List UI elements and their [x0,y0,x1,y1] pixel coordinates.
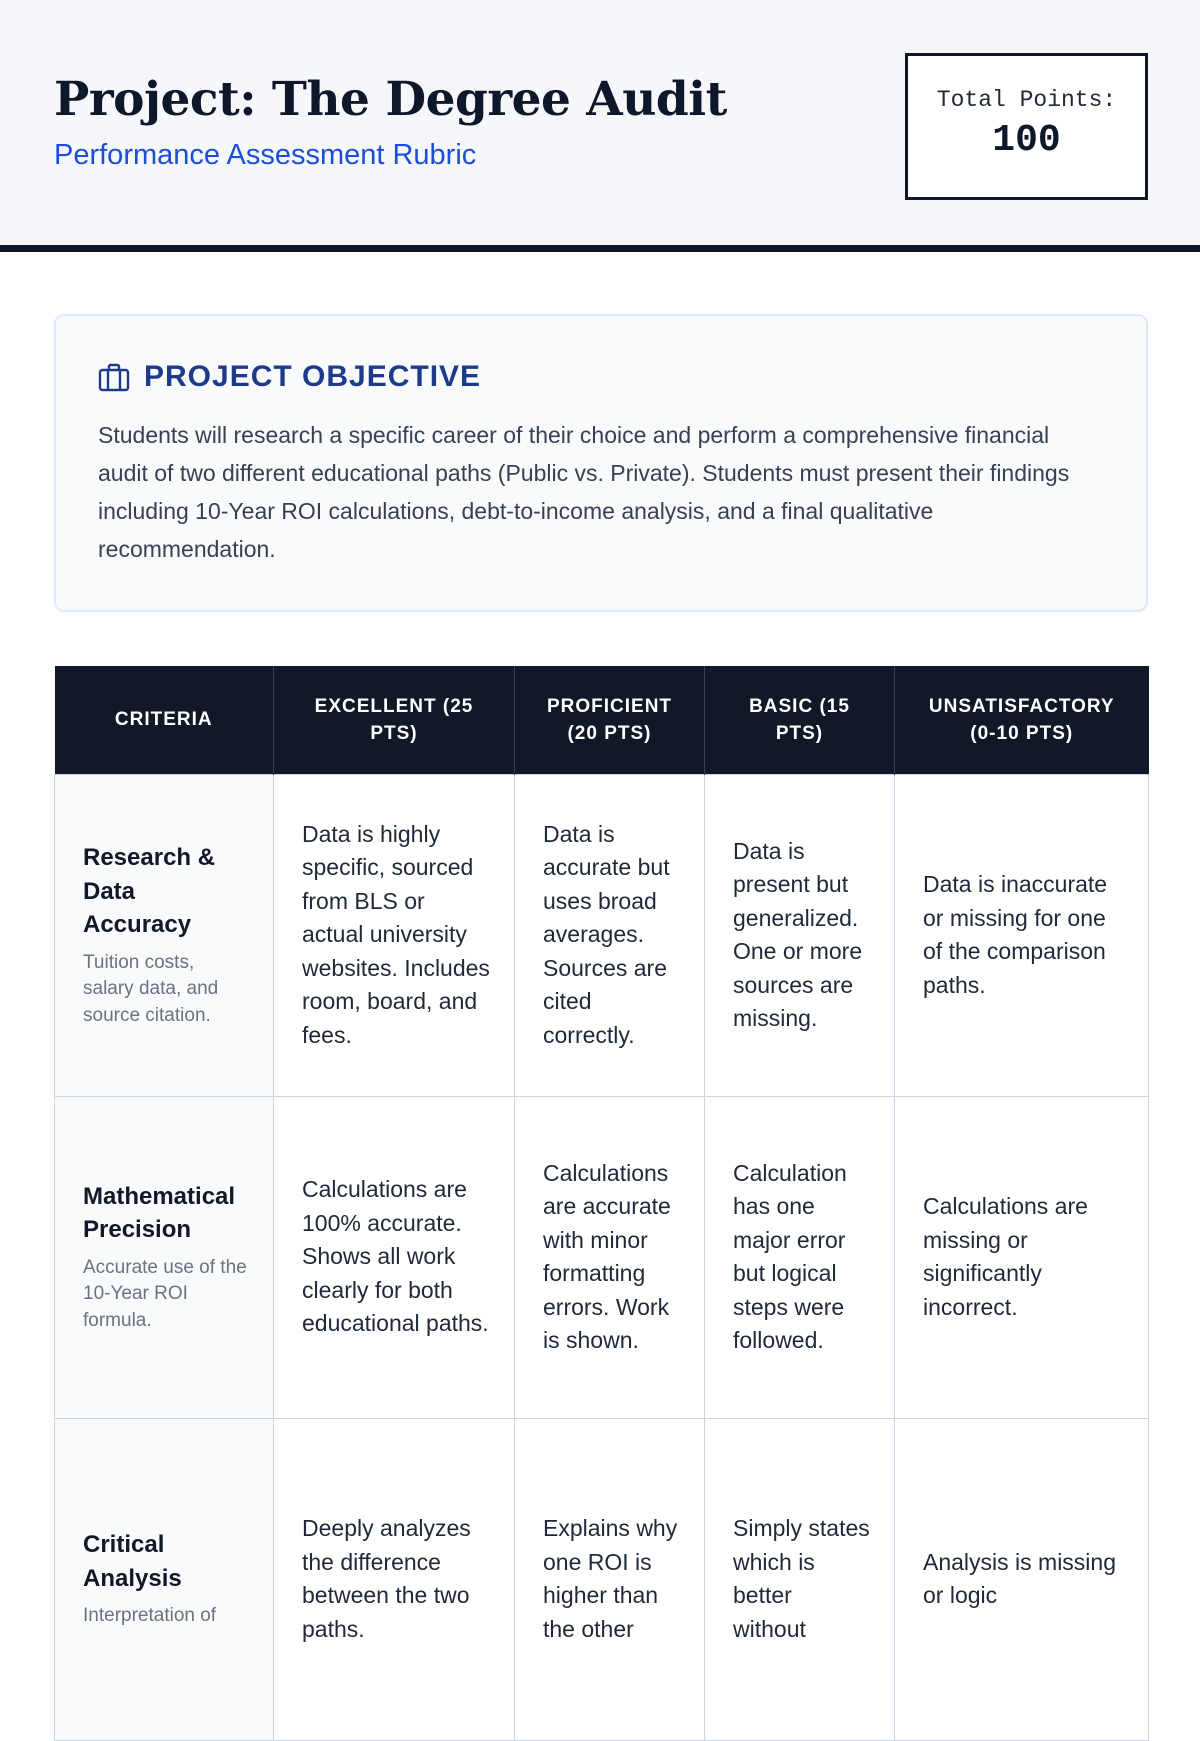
total-points-label: Total Points: [936,87,1117,113]
total-points-value: 100 [992,119,1061,162]
proficient-cell: Calculations are accurate with minor formatting errors. Work is shown. [515,1096,705,1418]
table-row [55,1418,1149,1740]
criterion-name: Mathematical Precision [83,1182,236,1244]
criterion-name: Research & Data Accuracy [83,844,216,938]
briefcase-icon [98,362,130,392]
column-header-criteria: CRITERIA [55,666,274,774]
proficient-cell: Data is accurate but uses broad averages. Sources are cited correctly. [515,774,705,1096]
column-header-basic: BASIC (15 PTS) [705,666,895,774]
proficient-cell: Explains why one ROI is higher than the other [515,1418,705,1740]
objective-text: Students will research a specific career of their choice and perform a comprehensive financial audit of two different educational paths (Public vs. Private). Students must present their findings including 10-Year ROI calculations, debt-to-income analysis, and a final qualitative recommendation. [98,422,1070,562]
column-header-unsatisfactory: UNSATISFACTORY (0-10 PTS) [895,666,1149,774]
page-header [0,0,1200,252]
unsatisfactory-cell: Data is inaccurate or missing for one of the comparison paths. [895,774,1149,1096]
table-row [55,774,1149,1096]
objective-title: PROJECT OBJECTIVE [144,360,482,393]
rubric-table [54,666,1149,1741]
table-row [55,1096,1149,1418]
criterion-name: Critical Analysis [83,1531,182,1592]
unsatisfactory-cell: Calculations are missing or significantly incorrect. [895,1096,1149,1418]
project-objective-card [54,314,1148,612]
unsatisfactory-cell: Analysis is missing or logic [895,1418,1149,1740]
column-header-proficient: PROFICIENT (20 PTS) [515,666,705,774]
total-points-box [905,53,1148,200]
excellent-cell: Calculations are 100% accurate. Shows all work clearly for both educational paths. [274,1096,515,1418]
excellent-cell: Deeply analyzes the difference between the two paths. [274,1418,515,1740]
page-subtitle: Performance Assessment Rubric [54,139,477,171]
basic-cell: Simply states which is better without [705,1418,895,1740]
basic-cell: Data is present but generalized. One or more sources are missing. [705,774,895,1096]
excellent-cell: Data is highly specific, sourced from BLS or actual university websites. Includes room, board, and fees. [274,774,515,1096]
criterion-cell [55,1096,274,1418]
criterion-description: Interpretation of [83,1605,217,1627]
basic-cell: Calculation has one major error but logical steps were followed. [705,1096,895,1418]
criterion-cell [55,1418,274,1740]
column-header-excellent: EXCELLENT (25 PTS) [274,666,515,774]
rubric-header-row [55,666,1149,774]
criterion-cell [55,774,274,1096]
page-title: Project: The Degree Audit [54,72,727,127]
objective-header [98,360,1104,394]
criterion-description: Accurate use of the 10-Year ROI formula. [83,1256,247,1331]
criterion-description: Tuition costs, salary data, and source citation. [83,951,219,1026]
